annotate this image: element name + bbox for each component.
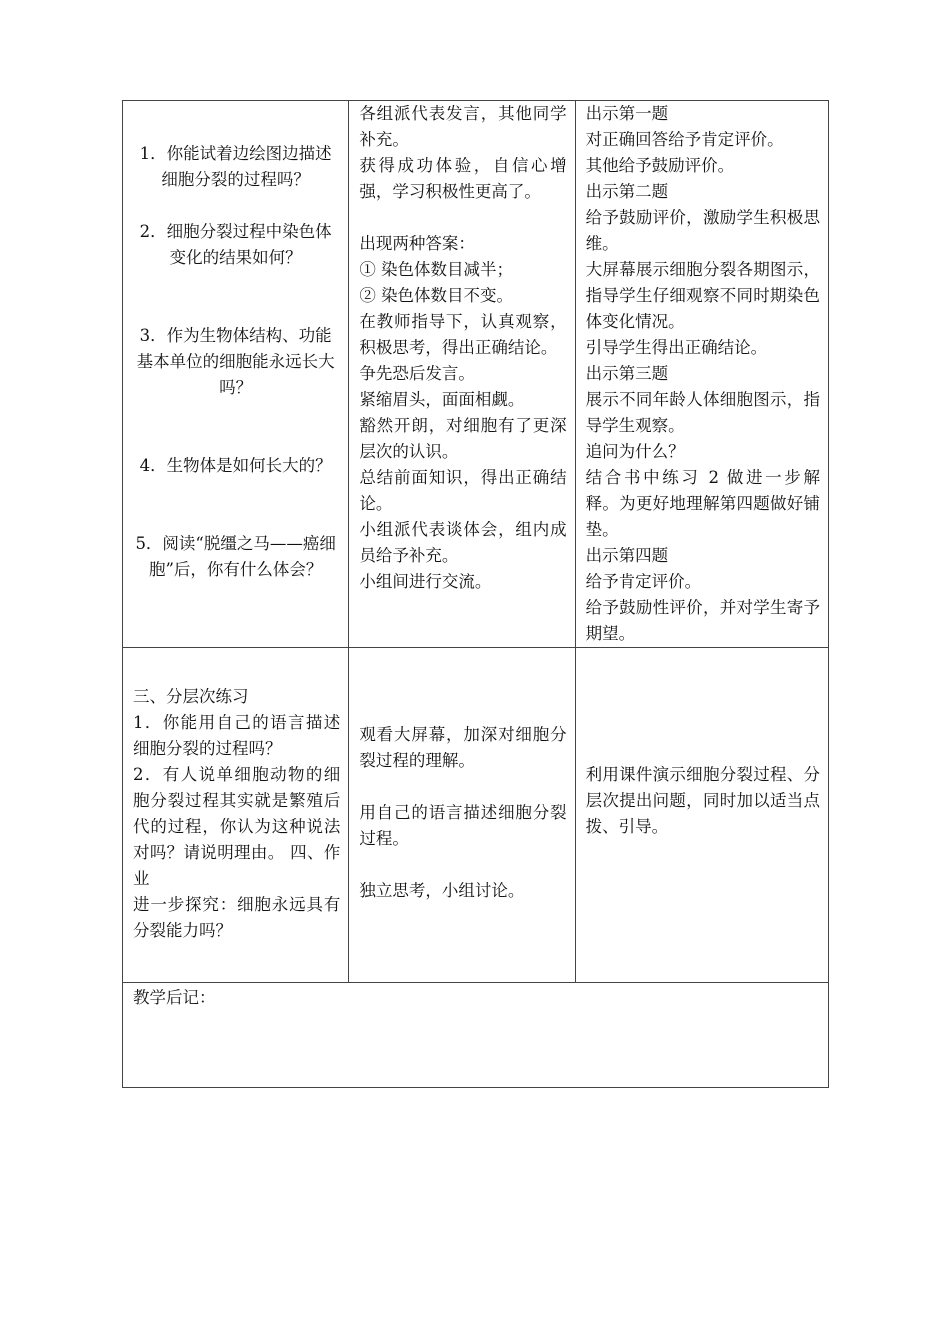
teacher-line: 展示不同年龄人体细胞图示，指导学生观察。 [585, 390, 820, 435]
student-line: ② 染色体数目不变。 [359, 286, 514, 305]
teaching-notes-label: 教学后记： [133, 988, 216, 1007]
teacher-line: 利用课件演示细胞分裂过程、分层次提出问题，同时加以适当点拨、引导。 [585, 765, 820, 836]
teacher-line: 引导学生得出正确结论。 [585, 338, 768, 357]
teacher-line: 对正确回答给予肯定评价。 [585, 130, 784, 149]
teacher-line: 大屏幕展示细胞分裂各期图示，指导学生仔细观察不同时期染色体变化情况。 [585, 260, 820, 331]
practice-question-1: 1．你能用自己的语言描述细胞分裂的过程吗？ [133, 713, 341, 758]
student-line: 观看大屏幕，加深对细胞分裂过程的理解。 [359, 725, 567, 770]
section-heading: 三、分层次练习 [133, 687, 249, 706]
teacher-line: 给予鼓励性评价，并对学生寄予期望。 [585, 598, 820, 643]
spacer [349, 205, 574, 231]
homework-text: 进一步探究：细胞永远具有分裂能力吗？ [133, 895, 341, 940]
question-4: 4．生物体是如何长大的？ [139, 456, 332, 475]
question-1: 1．你能试着边绘图边描述细胞分裂的过程吗？ [139, 144, 332, 189]
table-row [123, 101, 829, 648]
student-activity-cell [349, 101, 575, 648]
teacher-line: 结合书中练习 2 做进一步解释。为更好地理解第四题做好铺垫。 [585, 468, 820, 539]
question-3: 3．作为生物体结构、功能基本单位的细胞能永远长大吗？ [136, 326, 335, 397]
student-line: 在教师指导下，认真观察，积极思考，得出正确结论。 [359, 312, 567, 357]
teacher-line: 出示第三题 [585, 364, 669, 383]
teacher-line: 出示第四题 [585, 546, 669, 565]
student-line: 总结前面知识，得出正确结论。 [359, 468, 567, 513]
student-line: 紧缩眉头，面面相觑。 [359, 390, 525, 409]
lesson-plan-table [122, 100, 829, 1088]
spacer [359, 774, 566, 800]
student-line: 各组派代表发言，其他同学补充。 [359, 104, 567, 149]
student-line: 小组间进行交流。 [359, 572, 492, 591]
student-line: 小组派代表谈体会，组内成员给予补充。 [359, 520, 567, 565]
spacer [359, 852, 566, 878]
teacher-line: 其他给予鼓励评价。 [585, 156, 735, 175]
table-row [123, 983, 829, 1088]
student-line: 独立思考，小组讨论。 [359, 881, 525, 900]
practice-student-cell [349, 648, 575, 983]
teacher-line: 给予鼓励评价，激励学生积极思维。 [585, 208, 820, 253]
table-row [123, 648, 829, 983]
questions-cell [123, 101, 349, 648]
student-line: ① 染色体数目减半； [359, 260, 514, 279]
teacher-line: 出示第一题 [585, 104, 669, 123]
student-line: 豁然开朗，对细胞有了更深层次的认识。 [359, 416, 567, 461]
practice-question-2: 2．有人说单细胞动物的细胞分裂过程其实就是繁殖后代的过程，你认为这种说法对吗？请说明理由。 四、作业 [133, 765, 341, 888]
practice-content-cell [123, 648, 349, 983]
question-5: 5．阅读“脱缰之马——癌细胞”后，你有什么体会？ [135, 534, 336, 579]
teacher-line: 追问为什么？ [585, 442, 685, 461]
student-line: 争先恐后发言。 [359, 364, 475, 383]
student-line: 用自己的语言描述细胞分裂过程。 [359, 803, 567, 848]
teacher-line: 出示第二题 [585, 182, 669, 201]
practice-teacher-cell [575, 648, 828, 983]
student-line: 获得成功体验，自信心增强，学习积极性更高了。 [359, 156, 567, 201]
teaching-notes-cell [123, 983, 829, 1088]
question-2: 2．细胞分裂过程中染色体变化的结果如何？ [139, 222, 332, 267]
student-line: 出现两种答案： [359, 234, 475, 253]
teacher-activity-cell [575, 101, 828, 648]
teacher-line: 给予肯定评价。 [585, 572, 702, 591]
